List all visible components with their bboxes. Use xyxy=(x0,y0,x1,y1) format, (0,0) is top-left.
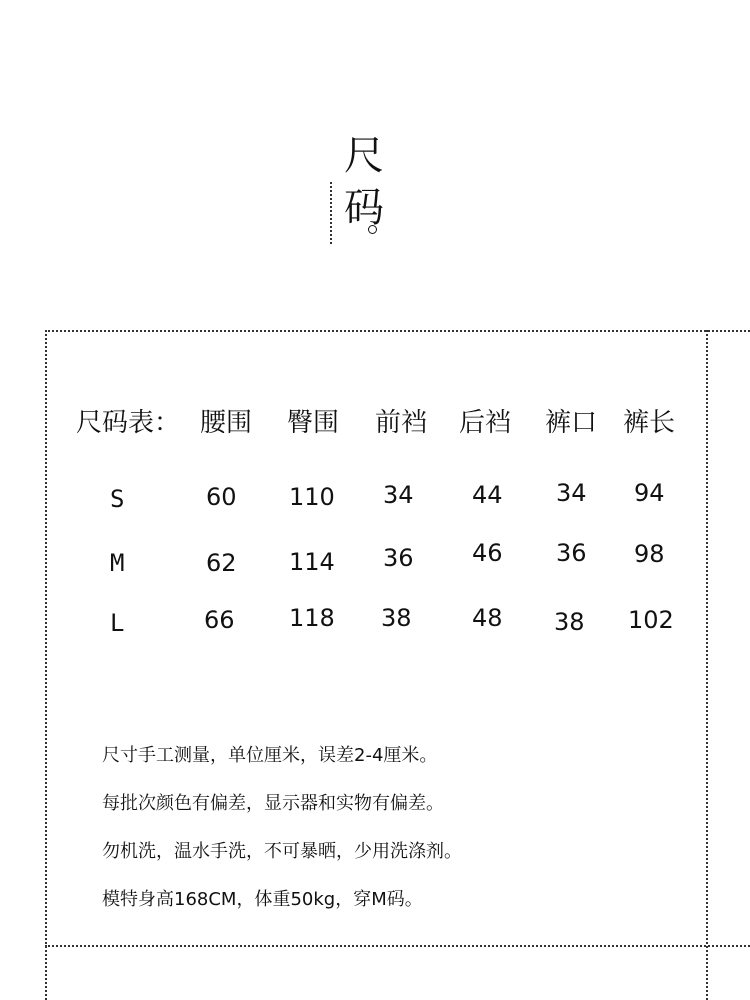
section-title xyxy=(330,130,420,245)
row-size-m: M xyxy=(110,549,125,577)
cell-s-back-rise: 44 xyxy=(472,481,503,509)
cell-m-length: 98 xyxy=(634,540,665,568)
note-washing: 勿机洗，温水手洗，不可暴晒，少用洗涤剂。 xyxy=(102,841,462,862)
cell-l-back-rise: 48 xyxy=(472,604,503,632)
frame-bottom-border xyxy=(45,945,750,947)
row-size-s: S xyxy=(110,485,125,513)
header-leg-opening: 裤口 xyxy=(545,408,598,438)
cell-l-waist: 66 xyxy=(204,606,235,634)
header-hip: 臀围 xyxy=(287,408,340,438)
cell-l-length: 102 xyxy=(628,606,674,634)
cell-m-leg-opening: 36 xyxy=(556,539,587,567)
title-char-2: 码 xyxy=(344,185,384,231)
cell-s-hip: 110 xyxy=(289,483,335,511)
frame-right-border xyxy=(706,330,708,1000)
cell-s-front-rise: 34 xyxy=(383,481,414,509)
note-measurement: 尺寸手工测量，单位厘米，误差2-4厘米。 xyxy=(102,745,438,766)
header-front-rise: 前裆 xyxy=(375,408,428,438)
title-char-1: 尺 xyxy=(344,133,384,179)
cell-l-leg-opening: 38 xyxy=(554,608,585,636)
frame-top-border xyxy=(45,330,750,332)
row-size-l: L xyxy=(110,609,125,637)
cell-s-length: 94 xyxy=(634,479,665,507)
note-model-size: 模特身高168CM，体重50kg，穿M码。 xyxy=(102,889,423,910)
header-size-chart: 尺码表： xyxy=(76,408,181,438)
cell-l-front-rise: 38 xyxy=(381,604,412,632)
note-color-variance: 每批次颜色有偏差，显示器和实物有偏差。 xyxy=(102,793,444,814)
cell-l-hip: 118 xyxy=(289,604,335,632)
header-back-rise: 后裆 xyxy=(459,408,512,438)
care-notes xyxy=(102,744,662,936)
cell-m-back-rise: 46 xyxy=(472,539,503,567)
cell-m-front-rise: 36 xyxy=(383,544,414,572)
cell-s-waist: 60 xyxy=(206,483,237,511)
header-length: 裤长 xyxy=(623,408,676,438)
cell-s-leg-opening: 34 xyxy=(556,479,587,507)
frame-left-border xyxy=(45,330,47,1000)
cell-m-waist: 62 xyxy=(206,549,237,577)
title-dotted-rule xyxy=(330,182,332,244)
cell-m-hip: 114 xyxy=(289,548,335,576)
header-waist: 腰围 xyxy=(200,408,253,438)
title-period-mark xyxy=(368,225,377,234)
